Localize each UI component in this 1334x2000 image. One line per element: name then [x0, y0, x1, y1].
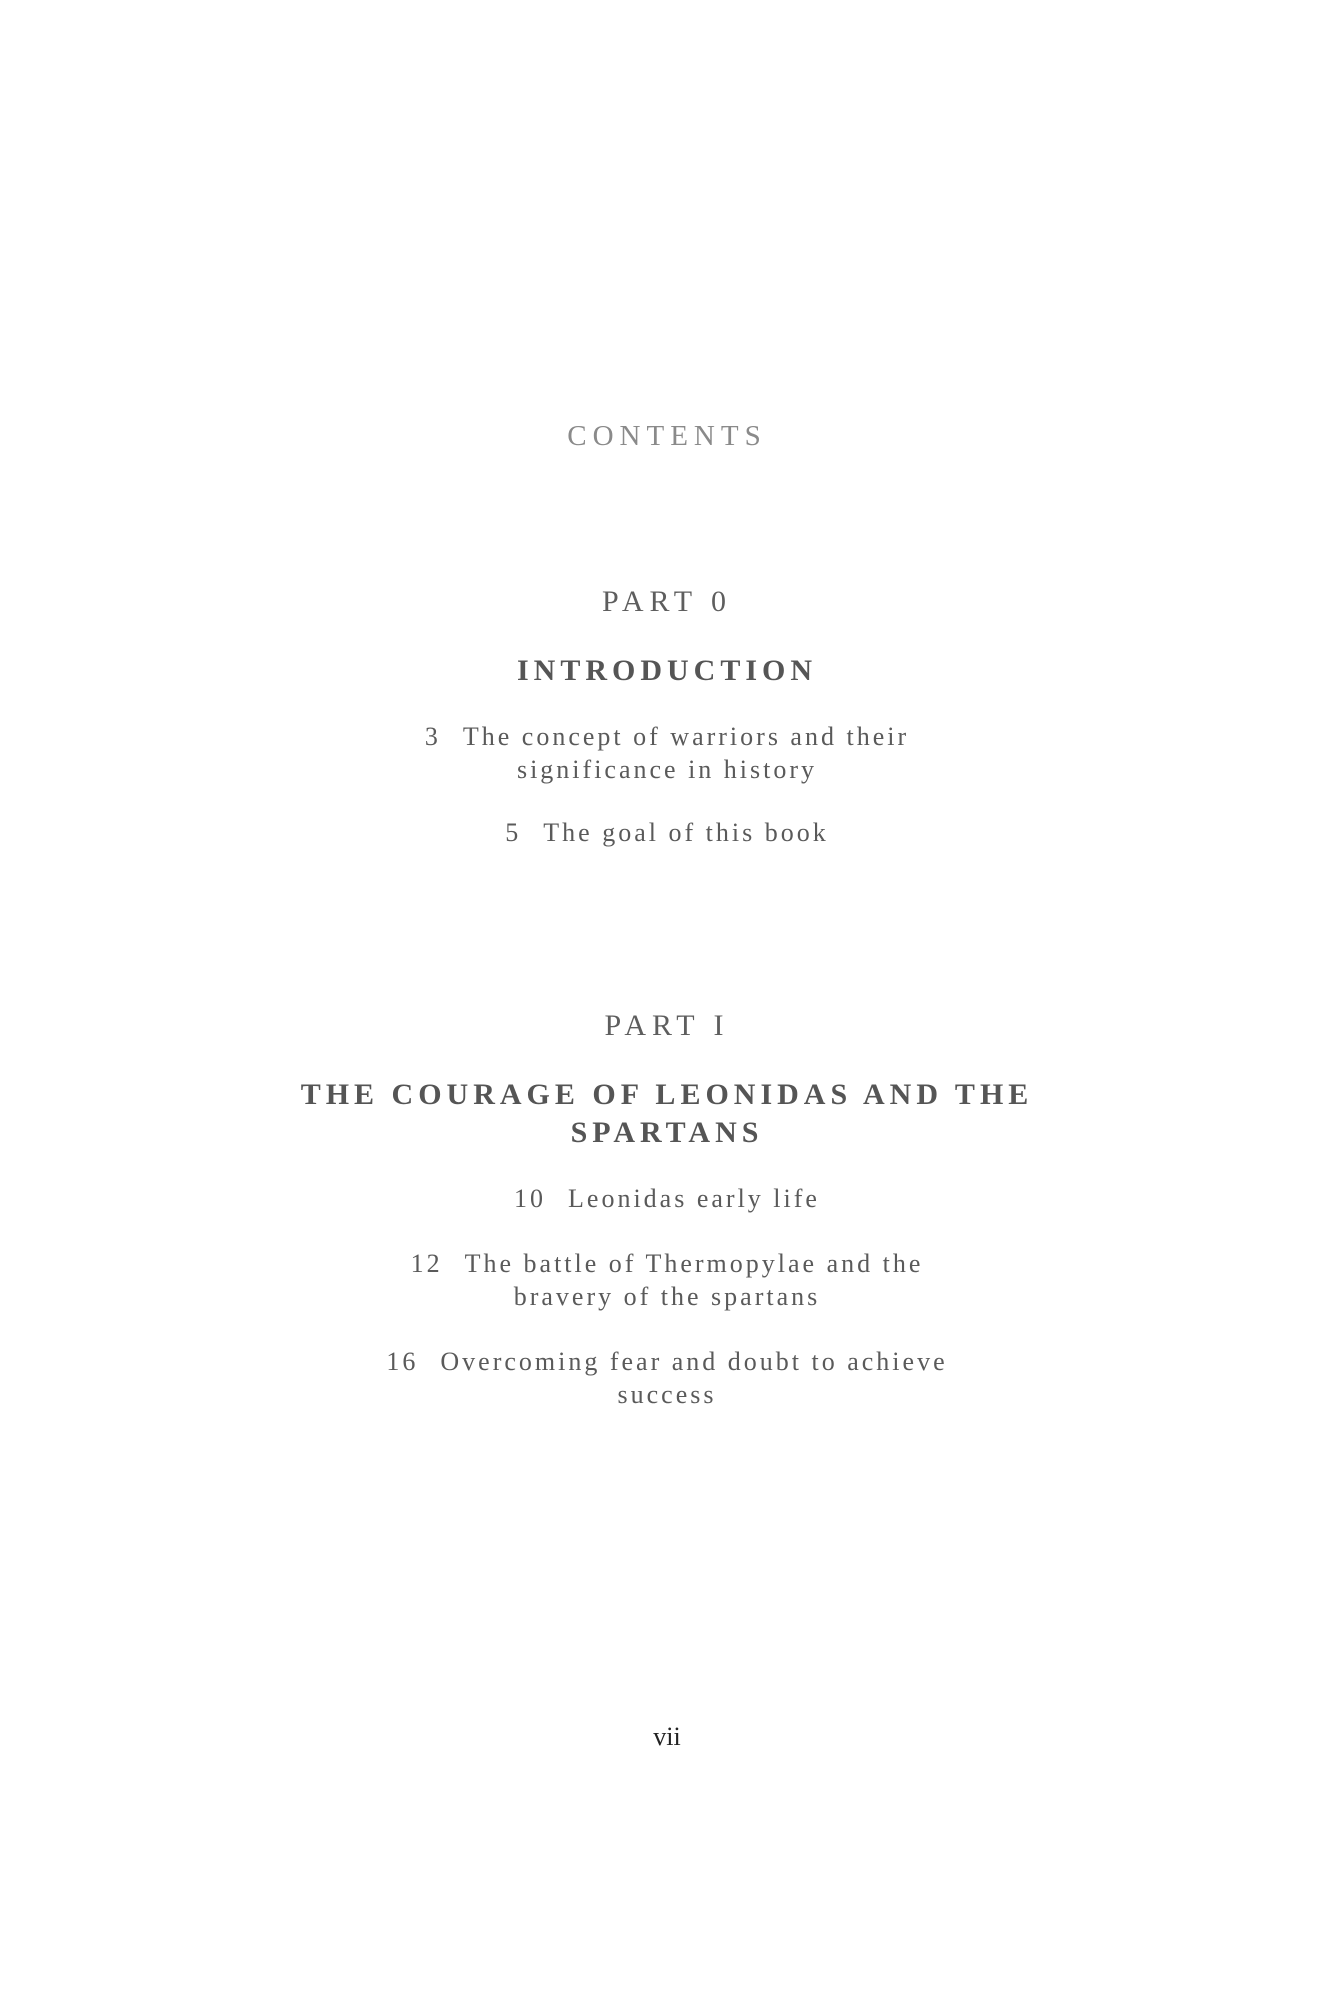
toc-entry-page-number: 3	[424, 722, 441, 751]
toc-entry-title: The concept of warriors and their significance in history	[462, 722, 910, 784]
contents-heading: CONTENTS	[567, 420, 767, 452]
part-label: PART I	[604, 1009, 730, 1042]
toc-entry[interactable]	[347, 1182, 987, 1215]
toc-entry-title: Overcoming fear and doubt to achieve success	[440, 1347, 948, 1409]
toc-entry[interactable]	[347, 1345, 987, 1411]
toc-entry-title: Leonidas early life	[568, 1184, 820, 1213]
toc-entry-page-number: 10	[514, 1184, 547, 1213]
part-section-0	[0, 582, 1334, 871]
toc-entry[interactable]	[387, 720, 947, 786]
toc-entry-page-number: 5	[505, 818, 522, 847]
part-title: INTRODUCTION	[516, 654, 818, 687]
toc-entry-list	[0, 1182, 1334, 1411]
toc-entry[interactable]	[347, 816, 987, 849]
toc-entry-list	[0, 720, 1334, 849]
toc-entry-page-number: 16	[386, 1347, 419, 1376]
toc-entry-title: The goal of this book	[543, 818, 829, 847]
toc-entry-page-number: 12	[410, 1249, 443, 1278]
part-section-1	[0, 1006, 1334, 1433]
part-label: PART 0	[601, 585, 733, 618]
toc-entry-title: The battle of Thermopylae and the bravery of the spartans	[464, 1249, 924, 1311]
part-title: THE COURAGE OF LEONIDAS AND THE SPARTANS	[300, 1078, 1034, 1149]
page-number: vii	[653, 1722, 681, 1751]
toc-entry[interactable]	[367, 1247, 967, 1313]
